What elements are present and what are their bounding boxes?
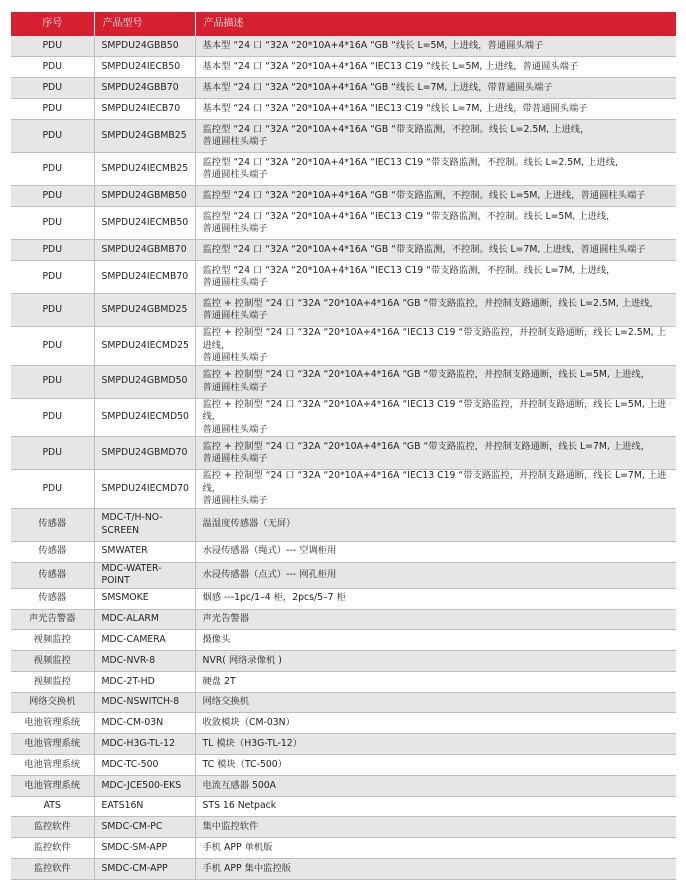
cell-category: 传感器 — [11, 588, 94, 609]
cell-description: 基本型 “24 口 “32A “20*10A+4*16A “IEC13 C19 “线长 L=7M, 上进线，带普通圆头端子 — [195, 99, 676, 120]
cell-description: 摄像头 — [195, 630, 676, 651]
cell-model: MDC-JCE500-EKS — [94, 775, 195, 796]
table-body — [11, 36, 676, 879]
table-row — [11, 541, 676, 562]
cell-model: SMPDU24IECMD25 — [94, 327, 195, 366]
table-row — [11, 671, 676, 692]
table-row — [11, 207, 676, 240]
cell-category: PDU — [11, 186, 94, 207]
table-row — [11, 734, 676, 755]
cell-category: PDU — [11, 261, 94, 294]
cell-category: PDU — [11, 36, 94, 57]
cell-category: PDU — [11, 78, 94, 99]
cell-model: MDC-2T-HD — [94, 671, 195, 692]
table-row — [11, 775, 676, 796]
cell-description: 监控型 “24 口 “32A “20*10A+4*16A “IEC13 C19 “带支路监测，不控制。线长 L=5M, 上进线， 普通圆柱头端子 — [195, 207, 676, 240]
table-row — [11, 755, 676, 776]
cell-description: 手机 APP 单机版 — [195, 838, 676, 859]
cell-category: 传感器 — [11, 508, 94, 541]
cell-description: 基本型 “24 口 “32A “20*10A+4*16A “GB “线长 L=5M, 上进线，普通圆头端子 — [195, 36, 676, 57]
table-row — [11, 57, 676, 78]
cell-description: 监控型 “24 口 “32A “20*10A+4*16A “GB “带支路监测，不控制。线长 L=7M, 上进线，普通圆柱头端子 — [195, 240, 676, 261]
cell-description: 监控 + 控制型 “24 口 “32A “20*10A+4*16A “GB “带支路监控，并控制支路通断，线长 L=2.5M, 上进线， 普通圆柱头端子 — [195, 294, 676, 327]
cell-description: 声光告警器 — [195, 609, 676, 630]
cell-description: 基本型 “24 口 “32A “20*10A+4*16A “IEC13 C19 “线长 L=5M, 上进线，普通圆头端子 — [195, 57, 676, 78]
cell-description: 监控型 “24 口 “32A “20*10A+4*16A “IEC13 C19 “带支路监测，不控制。线长 L=7M, 上进线， 普通圆柱头端子 — [195, 261, 676, 294]
cell-model: SMDC-CM-PC — [94, 817, 195, 838]
cell-description: 收敛模块（CM-03N） — [195, 713, 676, 734]
cell-category: 传感器 — [11, 562, 94, 588]
cell-description: 监控型 “24 口 “32A “20*10A+4*16A “IEC13 C19 “带支路监测，不控制。线长 L=2.5M, 上进线， 普通圆柱头端子 — [195, 153, 676, 186]
table-row — [11, 186, 676, 207]
cell-category: 电池管理系统 — [11, 713, 94, 734]
cell-category: 视频监控 — [11, 651, 94, 672]
cell-model: SMPDU24GBMD25 — [94, 294, 195, 327]
cell-category: PDU — [11, 470, 94, 509]
table-row — [11, 294, 676, 327]
cell-description: 电流互感器 500A — [195, 775, 676, 796]
table-row — [11, 588, 676, 609]
cell-model: SMPDU24IECMB70 — [94, 261, 195, 294]
cell-category: 监控软件 — [11, 859, 94, 880]
cell-model: SMDC-SM-APP — [94, 838, 195, 859]
cell-description: TL 模块（H3G-TL-12） — [195, 734, 676, 755]
cell-category: PDU — [11, 240, 94, 261]
table-row — [11, 437, 676, 470]
cell-model: SMPDU24GBMB70 — [94, 240, 195, 261]
cell-model: SMDC-CM-APP — [94, 859, 195, 880]
cell-model: MDC-NSWITCH-8 — [94, 692, 195, 713]
table-row — [11, 713, 676, 734]
table-row — [11, 78, 676, 99]
header-model: 产品型号 — [94, 12, 195, 36]
cell-description: 烟感 ---1pc/1–4 柜，2pcs/5–7 柜 — [195, 588, 676, 609]
cell-category: 电池管理系统 — [11, 775, 94, 796]
cell-model: MDC-CM-03N — [94, 713, 195, 734]
cell-category: 监控软件 — [11, 838, 94, 859]
cell-category: 电池管理系统 — [11, 734, 94, 755]
table-row — [11, 817, 676, 838]
table-row — [11, 508, 676, 541]
cell-model: MDC-ALARM — [94, 609, 195, 630]
table-row — [11, 630, 676, 651]
cell-description: 水浸传感器（点式）--- 网孔柜用 — [195, 562, 676, 588]
cell-description: STS 16 Netpack — [195, 796, 676, 817]
cell-description: 监控 + 控制型 “24 口 “32A “20*10A+4*16A “GB “带支路监控，并控制支路通断，线长 L=5M, 上进线， 普通圆柱头端子 — [195, 365, 676, 398]
cell-model: SMPDU24GBB70 — [94, 78, 195, 99]
cell-model: SMPDU24IECMD70 — [94, 470, 195, 509]
cell-category: PDU — [11, 327, 94, 366]
cell-description: 手机 APP 集中监控版 — [195, 859, 676, 880]
cell-description: 监控型 “24 口 “32A “20*10A+4*16A “GB “带支路监测，不控制。线长 L=5M, 上进线，普通圆柱头端子 — [195, 186, 676, 207]
cell-description: 监控 + 控制型 “24 口 “32A “20*10A+4*16A “IEC13 C19 “带支路监控，并控制支路通断，线长 L=5M, 上进线， 普通圆柱头端子 — [195, 398, 676, 437]
cell-model: MDC-TC-500 — [94, 755, 195, 776]
cell-model: SMPDU24IECB70 — [94, 99, 195, 120]
cell-description: 网络交换机 — [195, 692, 676, 713]
cell-model: SMPDU24GBMB25 — [94, 120, 195, 153]
cell-model: SMPDU24GBMB50 — [94, 186, 195, 207]
cell-model: MDC-NVR-8 — [94, 651, 195, 672]
cell-category: PDU — [11, 294, 94, 327]
table-row — [11, 261, 676, 294]
cell-description: 硬盘 2T — [195, 671, 676, 692]
table-row — [11, 651, 676, 672]
cell-description: 监控型 “24 口 “32A “20*10A+4*16A “GB “带支路监测，不控制。线长 L=2.5M, 上进线， 普通圆柱头端子 — [195, 120, 676, 153]
cell-description: 基本型 “24 口 “32A “20*10A+4*16A “GB “线长 L=7M, 上进线，带普通圆头端子 — [195, 78, 676, 99]
table-row — [11, 365, 676, 398]
cell-model: SMWATER — [94, 541, 195, 562]
cell-category: 视频监控 — [11, 671, 94, 692]
cell-category: 传感器 — [11, 541, 94, 562]
table-row — [11, 153, 676, 186]
table-row — [11, 36, 676, 57]
product-table — [11, 12, 677, 880]
cell-category: PDU — [11, 398, 94, 437]
cell-model: EATS16N — [94, 796, 195, 817]
cell-category: 视频监控 — [11, 630, 94, 651]
table-row — [11, 562, 676, 588]
table-row — [11, 240, 676, 261]
cell-model: SMSMOKE — [94, 588, 195, 609]
header-index: 序号 — [11, 12, 94, 36]
cell-description: 集中监控软件 — [195, 817, 676, 838]
cell-model: SMPDU24GBB50 — [94, 36, 195, 57]
cell-category: 网络交换机 — [11, 692, 94, 713]
table-header-row — [11, 12, 676, 36]
cell-model: MDC-T/H-NO- SCREEN — [94, 508, 195, 541]
cell-description: 监控 + 控制型 “24 口 “32A “20*10A+4*16A “GB “带支路监控，并控制支路通断，线长 L=7M, 上进线， 普通圆柱头端子 — [195, 437, 676, 470]
cell-description: 监控 + 控制型 “24 口 “32A “20*10A+4*16A “IEC13 C19 “带支路监控，并控制支路通断，线长 L=7M, 上进线， 普通圆柱头端子 — [195, 470, 676, 509]
table-row — [11, 692, 676, 713]
cell-category: PDU — [11, 365, 94, 398]
cell-category: PDU — [11, 153, 94, 186]
table-row — [11, 838, 676, 859]
cell-model: SMPDU24IECMD50 — [94, 398, 195, 437]
cell-model: MDC-WATER-POINT — [94, 562, 195, 588]
table-row — [11, 470, 676, 509]
table-row — [11, 398, 676, 437]
cell-category: PDU — [11, 99, 94, 120]
cell-description: NVR( 网络录像机 ) — [195, 651, 676, 672]
table-row — [11, 120, 676, 153]
header-description: 产品描述 — [195, 12, 676, 36]
cell-category: ATS — [11, 796, 94, 817]
table-row — [11, 327, 676, 366]
cell-description: 监控 + 控制型 “24 口 “32A “20*10A+4*16A “IEC13 C19 “带支路监控，并控制支路通断，线长 L=2.5M, 上进线， 普通圆柱头端子 — [195, 327, 676, 366]
cell-category: PDU — [11, 437, 94, 470]
cell-model: SMPDU24IECMB50 — [94, 207, 195, 240]
cell-model: SMPDU24IECMB25 — [94, 153, 195, 186]
cell-model: SMPDU24GBMD50 — [94, 365, 195, 398]
table-row — [11, 796, 676, 817]
cell-model: SMPDU24GBMD70 — [94, 437, 195, 470]
cell-description: 温湿度传感器（无屏） — [195, 508, 676, 541]
table-row — [11, 859, 676, 880]
cell-category: 声光告警器 — [11, 609, 94, 630]
cell-model: SMPDU24IECB50 — [94, 57, 195, 78]
cell-category: 监控软件 — [11, 817, 94, 838]
cell-category: PDU — [11, 57, 94, 78]
cell-category: PDU — [11, 207, 94, 240]
cell-model: MDC-CAMERA — [94, 630, 195, 651]
cell-description: TC 模块（TC-500） — [195, 755, 676, 776]
table-row — [11, 99, 676, 120]
cell-category: 电池管理系统 — [11, 755, 94, 776]
cell-model: MDC-H3G-TL-12 — [94, 734, 195, 755]
cell-description: 水浸传感器（绳式）--- 空调柜用 — [195, 541, 676, 562]
table-row — [11, 609, 676, 630]
cell-category: PDU — [11, 120, 94, 153]
